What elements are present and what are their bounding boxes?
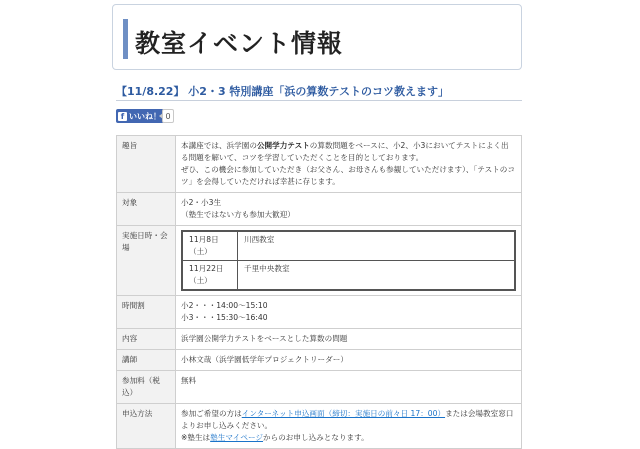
row-schedule <box>117 226 522 296</box>
internet-application-link[interactable]: インターネット申込画面（締切：実施日の前々日 17：00） <box>241 409 446 418</box>
schedule-venue: 千里中央教室 <box>238 261 516 291</box>
purpose-text-part: ぜひ、この機会に参加していただき（お父さん、お母さんも参観していただけます）、「テストのコツ」を会得していただければ幸甚に存じます。 <box>181 165 515 186</box>
row-fee <box>117 371 522 404</box>
apply-text-part: ※塾生は <box>181 433 211 442</box>
like-label: いいね！ <box>129 111 161 121</box>
row-target <box>117 193 522 226</box>
apply-text-part: または会場教室窓口よりお申し込みください。 <box>181 409 514 430</box>
apply-text-part: からのお申し込みとなります。 <box>263 433 369 442</box>
row-label: 対象 <box>117 193 176 226</box>
schedule-table <box>181 230 516 291</box>
apply-value <box>176 404 522 449</box>
schedule-date: 11月8日（土） <box>182 231 238 261</box>
fee-value: 無料 <box>176 371 522 404</box>
purpose-text <box>176 136 522 193</box>
like-count: 0 <box>162 109 174 123</box>
page-title-box <box>112 4 522 70</box>
apply-text-part: 参加ご希望の方は <box>181 409 242 418</box>
target-line: 小2・小3生 <box>181 198 222 207</box>
row-label: 時間割 <box>117 296 176 329</box>
event-heading: 【11/8.22】 小2・3 特別講座「浜の算数テストのコツ教えます」 <box>116 85 449 98</box>
schedule-row <box>182 261 515 291</box>
time-value <box>176 296 522 329</box>
purpose-text-part: の算数問題をベースに、小2、小3においてテストによく出る問題を解いて、コツを学習していただくことを目的としております。 <box>181 141 509 162</box>
facebook-like-button[interactable] <box>116 109 164 123</box>
schedule-row <box>182 231 515 261</box>
row-label: 趣旨 <box>117 136 176 193</box>
row-label: 講師 <box>117 350 176 371</box>
row-label: 内容 <box>117 329 176 350</box>
schedule-value <box>176 226 522 296</box>
instructor-value: 小林文哉（浜学園低学年プロジェクトリーダー） <box>176 350 522 371</box>
member-mypage-link[interactable]: 塾生マイページ <box>210 433 264 442</box>
time-line: 小3・・・15:30〜16:40 <box>181 313 268 322</box>
target-line: （塾生ではない方も参加大歓迎） <box>181 210 295 219</box>
row-time <box>117 296 522 329</box>
time-line: 小2・・・14:00〜15:10 <box>181 301 268 310</box>
event-info-table <box>116 135 522 449</box>
row-instructor <box>117 350 522 371</box>
facebook-f-icon: f <box>118 112 127 121</box>
target-value <box>176 193 522 226</box>
title-accent-bar <box>123 19 128 59</box>
schedule-venue: 川西教室 <box>238 231 516 261</box>
heading-divider <box>116 100 522 101</box>
content-value: 浜学園公開学力テストをベースとした算数の問題 <box>176 329 522 350</box>
row-label: 申込方法 <box>117 404 176 449</box>
row-apply <box>117 404 522 449</box>
row-content <box>117 329 522 350</box>
purpose-text-part: 本講座では、浜学園の <box>181 141 257 150</box>
row-label: 実施日時・会場 <box>117 226 176 296</box>
schedule-date: 11月22日（土） <box>182 261 238 291</box>
purpose-highlight: 公開学力テスト <box>256 141 310 150</box>
row-purpose <box>117 136 522 193</box>
page-title: 教室イベント情報 <box>135 29 344 58</box>
row-label: 参加料（税込） <box>117 371 176 404</box>
